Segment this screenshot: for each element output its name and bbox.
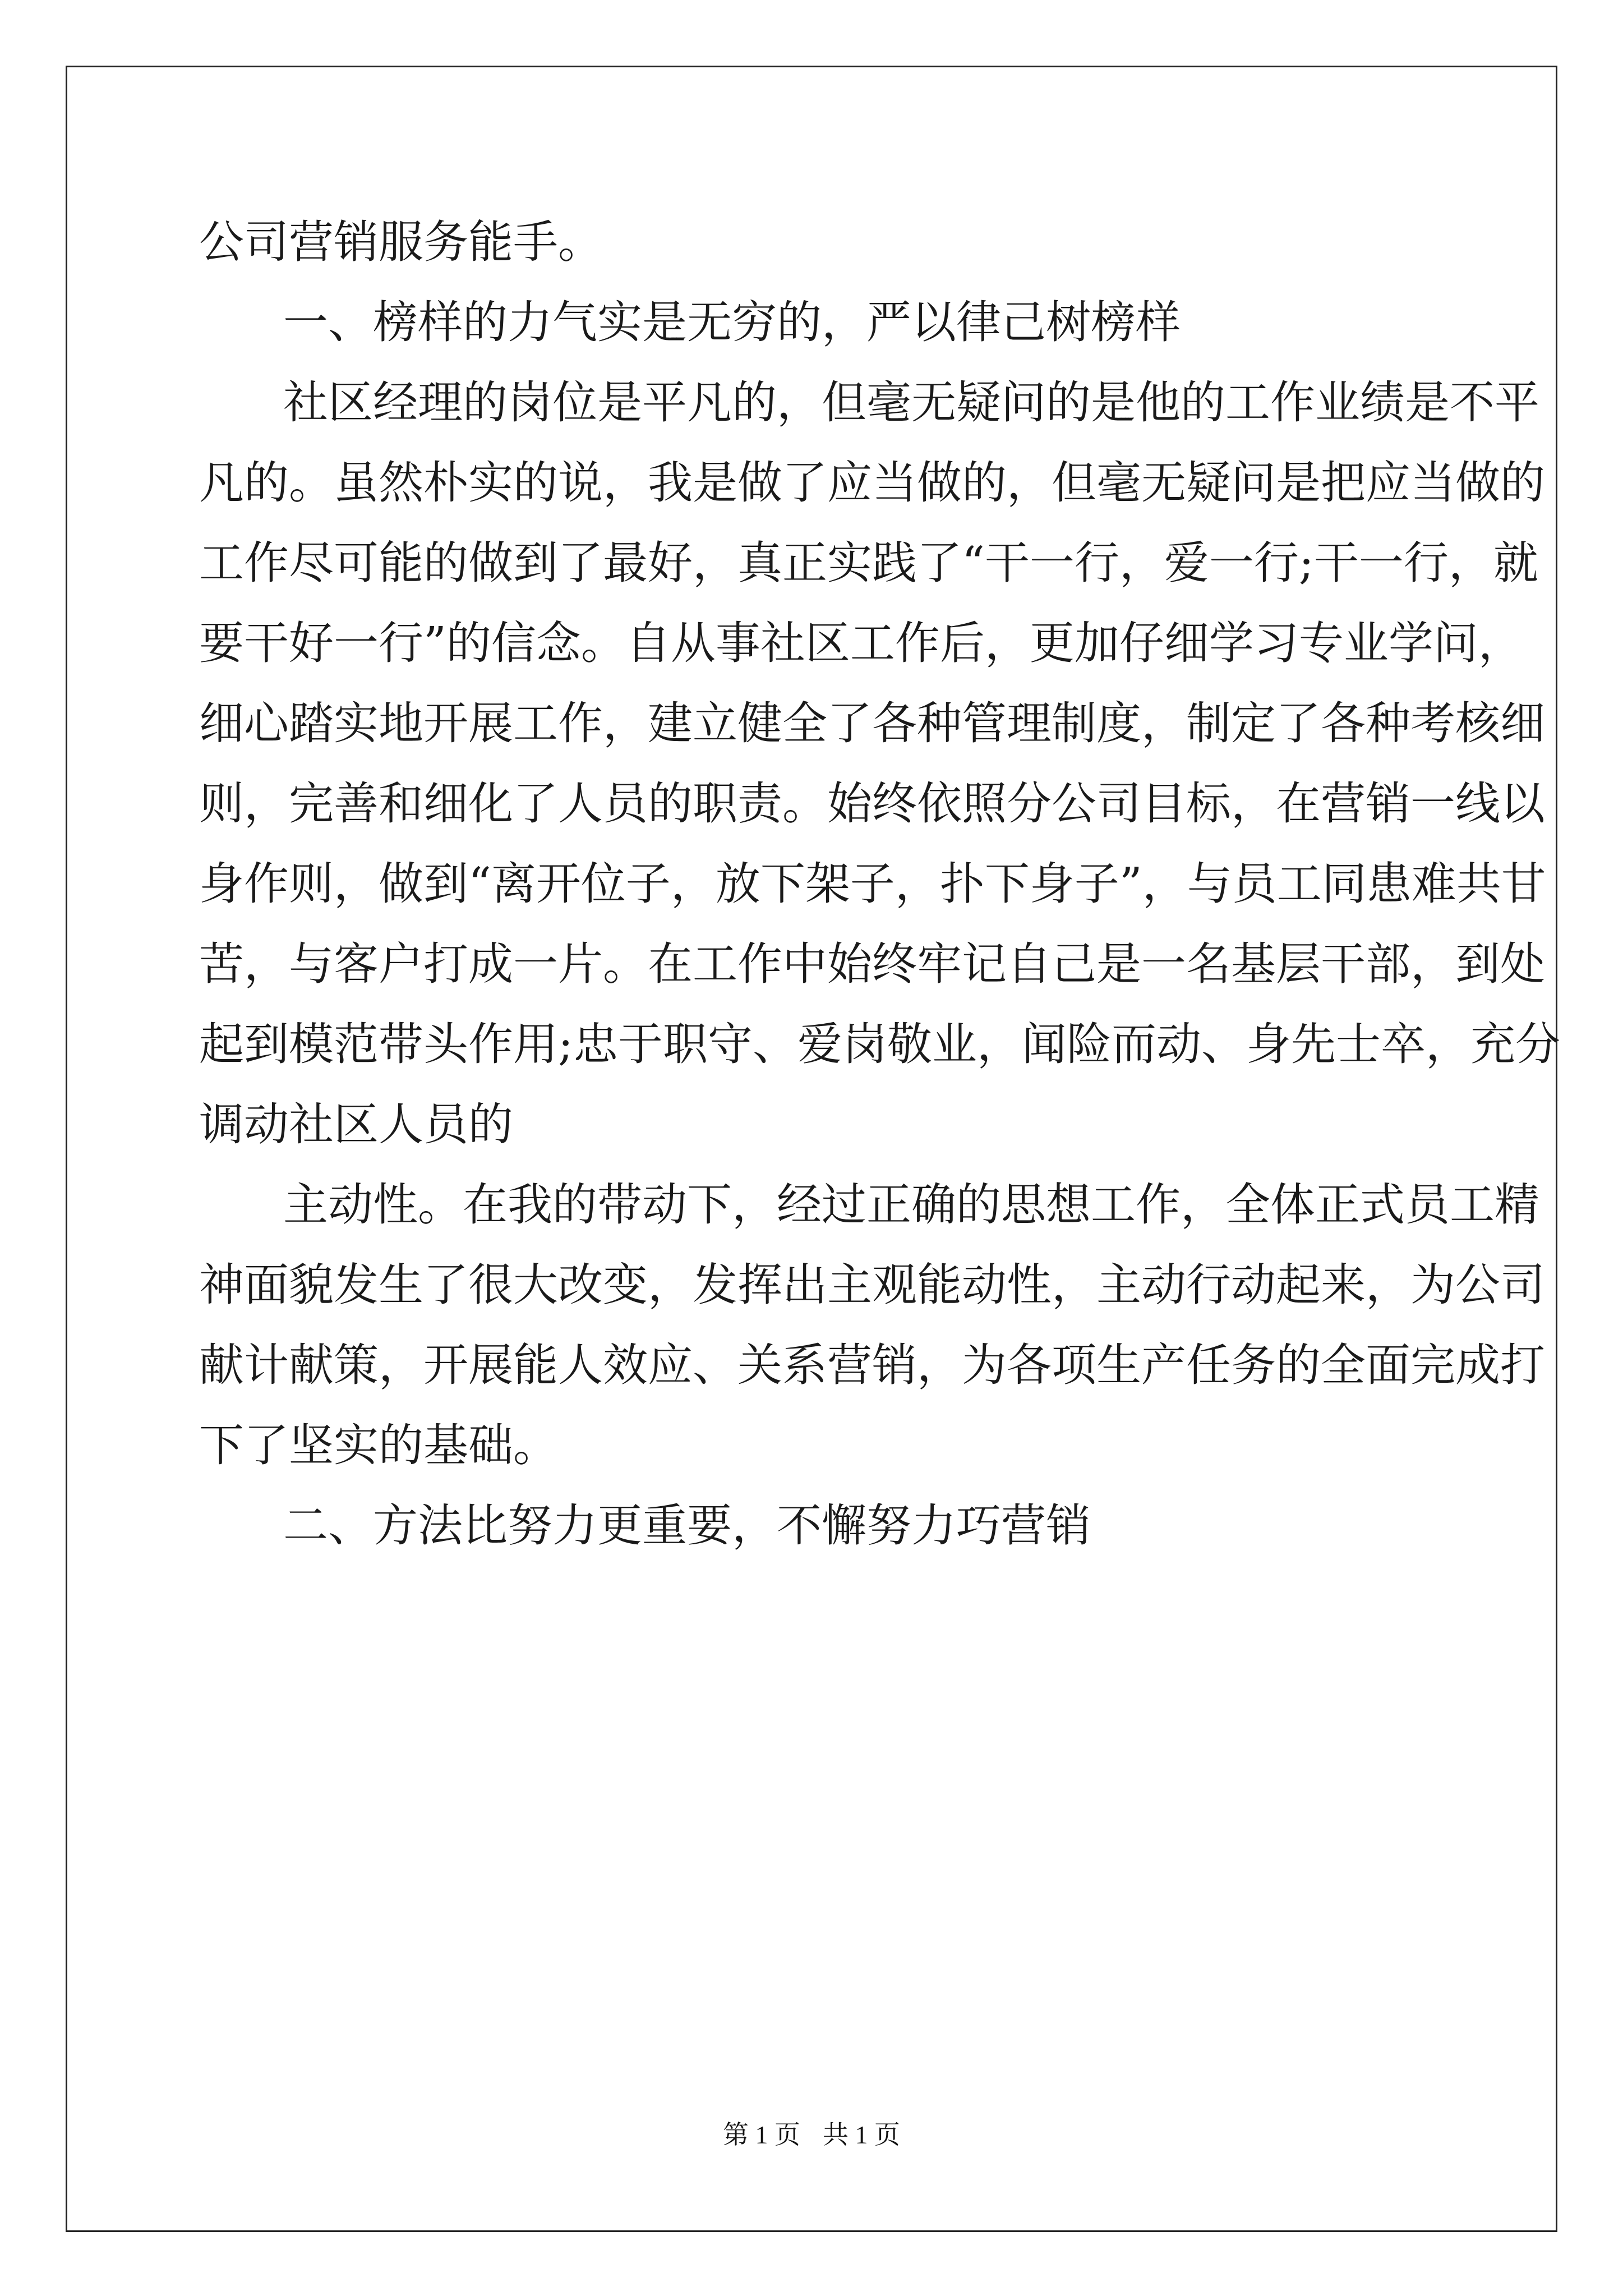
paragraph-line: 细心踏实地开展工作，建立健全了各种管理制度，制定了各种考核细 xyxy=(199,697,1545,749)
paragraph-line: 起到模范带头作用;忠于职守、爱岗敬业，闻险而动、身先士卒，充分 xyxy=(199,1018,1560,1070)
paragraph-line: 身作则，做到“离开位子，放下架子，扑下身子”，与员工同患难共甘 xyxy=(199,858,1546,910)
page-total: 共 1 页 xyxy=(823,2120,900,2149)
paragraph-line: 主动性。在我的带动下，经过正确的思想工作，全体正式员工精 xyxy=(283,1179,1539,1231)
section-heading-1: 一、榜样的力气实是无穷的，严以律己树榜样 xyxy=(283,296,1181,348)
paragraph-line: 要干好一行”的信念。自从事社区工作后，更加仔细学习专业学问， xyxy=(199,617,1523,669)
page-number: 第 1 页 xyxy=(723,2120,800,2149)
paragraph-line: 社区经理的岗位是平凡的，但毫无疑问的是他的工作业绩是不平 xyxy=(283,376,1539,429)
paragraph-line: 献计献策，开展能人效应、关系营销，为各项生产任务的全面完成打 xyxy=(199,1339,1545,1391)
document-body xyxy=(199,202,1560,1566)
paragraph-line: 凡的。虽然朴实的说，我是做了应当做的，但毫无疑问是把应当做的 xyxy=(199,457,1545,509)
paragraph-line: 工作尽可能的做到了最好，真正实践了“干一行，爱一行;干一行，就 xyxy=(199,537,1538,589)
paragraph-line: 则，完善和细化了人员的职责。始终依照分公司目标，在营销一线以 xyxy=(199,777,1545,830)
paragraph-line: 神面貌发生了很大改变，发挥出主观能动性，主动行动起来，为公司 xyxy=(199,1259,1545,1311)
paragraph-line: 下了坚实的基础。 xyxy=(199,1419,558,1471)
page-footer xyxy=(0,2118,1623,2152)
paragraph-line: 苦，与客户打成一片。在工作中始终牢记自己是一名基层干部，到处 xyxy=(199,938,1545,990)
paragraph-line: 调动社区人员的 xyxy=(199,1098,513,1151)
paragraph-line: 公司营销服务能手。 xyxy=(199,216,603,268)
section-heading-2: 二、方法比努力更重要，不懈努力巧营销 xyxy=(283,1499,1091,1552)
